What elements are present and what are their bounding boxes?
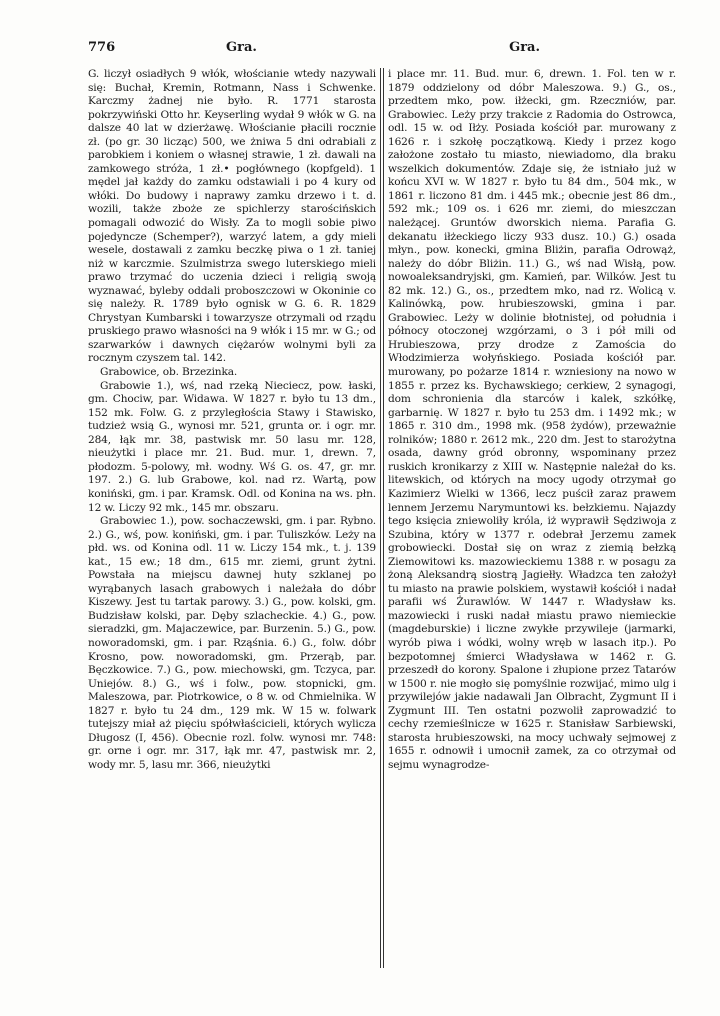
left-running-head: Gra. <box>226 40 257 55</box>
entry-grabowiec: Grabowiec 1.), pow. sochaczewski, gm. i par. Rybno. 2.) G., wś, pow. koniński, gm. i par. Tuliszków. Leży na płd. ws. od Konina odl. 11 w. Liczy 154 mk., t. j. 139 kat., 15 ew.; 18 dm., 615 mr. ziemi, grunt żytni. Powstała na miejscu dawnej huty szklanej po wyrąbanych lasach grabowych i należała do dóbr Kiszewy. Jest tu tartak parowy. 3.) G., pow. kolski, gm. Budzisław kolski, par. Dęby szlacheckie. 4.) G., pow. sieradzki, gm. Majaczewice, par. Burzenin. 5.) G., pow. noworadomski, gm. i par. Rząśnia. 6.) G., folw. dóbr Krosno, pow. noworadomski, gm. Przerąb, par. Bęczkowice. 7.) G., pow. miechowski, gm. Tczyca, par. Uniejów. 8.) G., wś i folw., pow. stopnicki, gm. Maleszowa, par. Piotrkowice, o 8 w. od Chmielnika. W 1827 r. było tu 24 dm., 129 mk. W 15 w. folwark tutejszy miał aż pięciu spółwłaścicieli, których wylicza Długosz (I, 456). Obecnie rozl. folw. wynosi mr. 748: gr. orne i ogr. mr. 317, łąk mr. 47, pastwisk mr. 2, wody mr. 5, lasu mr. 366, nieużytki <box>88 515 376 771</box>
left-column <box>88 68 376 968</box>
column-divider <box>380 68 384 968</box>
dictionary-page <box>88 40 678 980</box>
entry-grabowice: Grabowice, ob. Brzezinka. <box>100 366 238 379</box>
paragraph-continuation: G. liczył osiadłych 9 włók, włościanie wtedy nazywali się: Buchał, Kremin, Rotmann, Nass i Schwenke. Karczmy żadnej nie było. R. 1771 starosta pokrzywiński Otto hr. Keyserling wydał 9 włók w G. na dalsze 40 lat w dzierżawę. Włościanie płacili rocznie zł. (po gr. 30 licząc) 500, we żniwa 5 dni odrabiali z parobkiem i koniem o własnej strawie, 1 zł. dawali na zamkowego stróża, 1 zł.• pogłównego (kopfgeld). 1 mędel jał każdy do zamku odstawiali i po 4 kury od włóki. Do budowy i naprawy zamku drzewo i t. d. wozili, także zboże ze spichlerzy starościńskich pomagali odwozić do Wisły. Za to mogli sobie piwo pojedyncze (Schemper?), warzyć latem, a gdy mieli wesele, dostawali z zamku beczkę piwa o 1 zł. taniej niż w karczmie. Szulmistrza swego luterskiego mieli prawo trzymać do uczenia dzieci i religią swoją wyznawać, byleby oddali proboszczowi w Okoninie co się należy. R. 1789 było ognisk w G. 6. R. 1829 Chrystyan Kumbarski i towarzysze otrzymali od rządu pruskiego prawo własności na 9 włók i 15 mr. w G.; od szarwarków i dawnych ciężarów wolnymi byli za rocznym czyszem tal. 142. <box>88 68 376 365</box>
page-number: 776 <box>88 40 116 55</box>
entry-grabowie: Grabowie 1.), wś, nad rzeką Nieciecz, pow. łaski, gm. Chociw, par. Widawa. W 1827 r. było tu 13 dm., 152 mk. Folw. G. z przyległościa Stawy i Stawisko, tudzież wsią G., wynosi mr. 521, grunta or. i ogr. mr. 284, łąk mr. 38, pastwisk mr. 50 lasu mr. 128, nieużytki i place mr. 21. Bud. mur. 1, drewn. 7, płodozm. 5-polowy, mł. wodny. Wś G. os. 47, gr. mr. 197. 2.) G. lub Grabowe, kol. nad rz. Wartą, pow koniński, gm. i par. Kramsk. Odl. od Konina na ws. płn. 12 w. Liczy 92 mk., 145 mr. obszaru. <box>88 379 376 514</box>
right-column <box>388 68 676 968</box>
right-running-head: Gra. <box>509 40 540 55</box>
running-header <box>88 40 678 66</box>
entry-grabowiec-continued: i place mr. 11. Bud. mur. 6, drewn. 1. Fol. ten w r. 1879 oddzielony od dóbr Maleszowa. 9.) G., os., przedtem mko, pow. iłżecki, gm. Rzeczniów, par. Grabowiec. Leży przy trakcie z Radomia do Ostrowca, odl. 15 w. od Iłży. Posiada kościół par. murowany z 1626 r. i szkołę początkową. Kiedy i przez kogo założone zostało tu miasto, niewiadomo, dla braku wszelkich dokumentów. Zdaje się, że istniało już w końcu XVI w. W 1827 r. było tu 84 dm., 504 mk., w 1861 r. liczono 81 dm. i 445 mk.; obecnie jest 86 dm., 592 mk.; 109 os. i 626 mr. ziemi, do mieszczan należącej. Gruntów dworskich niema. Parafia G. dekanatu iłżeckiego liczy 933 dusz. 10.) G.) osada młyn., pow. konecki, gmina Bliżin, parafia Odrowąż, należy do dóbr Bliżin. 11.) G., wś nad Wisłą, pow. nowoaleksandryjski, gm. Kamień, par. Wilków. Jest tu 82 mk. 12.) G., os., przedtem mko, nad rz. Wolicą v. Kalinówką, pow. hrubieszowski, gmina i par. Grabowiec. Leży w dolinie błotnistej, od południa i północy otoczonej wzgórzami, o 3 i pół mili od Hrubieszowa, przy drodze z Zamościa do Włodzimierza wołyńskiego. Posiada kościół par. murowany, po pożarze 1814 r. wzniesiony na nowo w 1855 r. przez ks. Bychawskiego; cerkiew, 2 synagogi, dom schronienia dla starców i kalek, szkółkę, garbarnię. W 1827 r. było tu 253 dm. i 1492 mk.; w 1865 r. 310 dm., 1998 mk. (958 żydów), przeważnie rolników; 1880 r. 2612 mk., 220 dm. Jest to starożytna osada, dawny gród obronny, wspominany przez ruskich kronikarzy z XIII w. Następnie należał do ks. litewskich, od których na mocy ugody otrzymał go Kazimierz Wielki w 1366, lecz puścił zaraz prawem lennem Jerzemu Narymuntowi ks. bełzkiemu. Najazdy tego księcia zniewoliły króla, iż wyprawił Sędziwoja z Szubina, który w 1377 r. odebrał Jerzemu zamek grobowiecki. Dostał się on wraz z ziemią bełzką Ziemowitowi ks. mazowieckiemu 1388 r. w posagu za żoną Aleksandrą siostrą Jagiełły. Władzca ten założył tu miasto na prawie polskiem, wystawił kościół i nadał parafii wś Żurawlów. W 1447 r. Władysław ks. mazowiecki i ruski nadał miastu prawo niemieckie (magdeburskie) i liczne zwykłe przywileje (jarmarki, wyrób piwa i wódki, wolny wręb w lasach itp.). Po bezpotomnej śmierci Władysława w 1462 r. G. przeszedł do korony. Spalone i złupione przez Tatarów w 1500 r. nie mogło się pomyślnie rozwijać, mimo ulg i przywilejów jakie nadawali Jan Olbracht, Zygmunt II i Zygmunt III. Ten ostatni pozwolił zaprowadzić to cechy rzemieślnicze w 1625 r. Stanisław Sarbiewski, starosta hrubieszowski, na mocy uchwały sejmowej z 1655 r. odnowił i umocnił zamek, za co otrzymał od sejmu wynagrodze- <box>388 68 676 771</box>
text-columns <box>88 68 678 968</box>
